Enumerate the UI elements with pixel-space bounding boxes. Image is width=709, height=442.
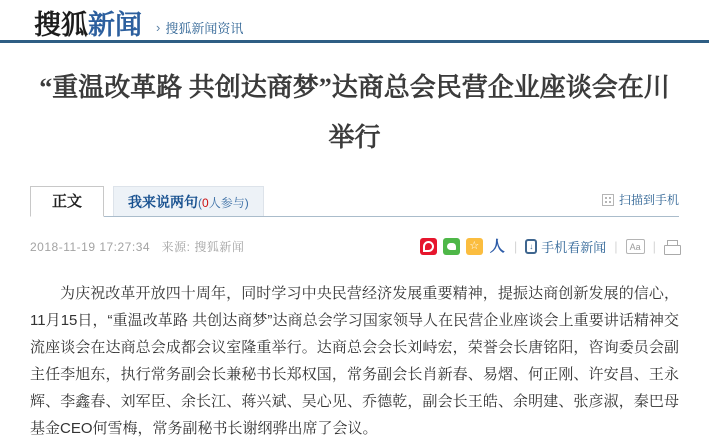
printer-icon[interactable] [664, 240, 679, 254]
comment-count: 0 [202, 196, 209, 210]
toolbar-divider: | [513, 239, 518, 254]
logo-text-secondary: 新闻 [88, 10, 142, 40]
site-header [0, 0, 709, 40]
source-name[interactable]: 搜狐新闻 [194, 240, 245, 254]
page-title: “重温改革路 共创达商梦”达商总会民营企业座谈会在川举行 [39, 73, 670, 152]
comment-count-close: 人参与) [208, 196, 249, 210]
scan-to-phone-button[interactable] [602, 191, 679, 208]
source-label: 来源: [161, 240, 191, 254]
scan-to-phone-label: 扫描到手机 [618, 193, 679, 207]
logo-text-primary: 搜狐 [34, 10, 88, 40]
renren-share-icon[interactable] [489, 238, 506, 255]
toolbar-divider: | [614, 239, 618, 254]
qzone-share-icon[interactable] [466, 238, 483, 255]
article-meta-info [30, 238, 244, 255]
article-body [30, 256, 679, 442]
font-size-icon[interactable]: Aa [626, 239, 645, 254]
phone-download-icon [525, 239, 537, 254]
article-meta-row [30, 217, 679, 256]
tab-bar [30, 185, 679, 217]
sohu-news-logo[interactable] [34, 10, 142, 40]
article-paragraph: 为庆祝改革开放四十周年，同时学习中央民营经济发展重要精神，提振达商创新发展的信心，11月15日，“重温改革路 共创达商梦”达商总会学习国家领导人在民营企业座谈会上重要讲话精神交流座谈会在达商总会成都会议室隆重举行。达商总会会长刘峙宏，荣誉会长唐铭阳，咨询委员会副主任李旭东，执行常务副会长兼秘书长郑权国，常务副会长肖新春、易熠、何正刚、许安昌、王永辉、李鑫春、刘军臣、余长江、蒋兴斌、吴心见、乔德乾，副会长王皓、余明建、张彦淑，秦巴母基金CEO何雪梅，常务副秘书长谢纲骅出席了会议。 [30, 285, 679, 437]
share-toolbar [420, 237, 679, 256]
breadcrumb-arrow-icon: › [156, 20, 161, 35]
title-section [0, 43, 709, 181]
breadcrumb [156, 18, 243, 37]
weibo-share-icon[interactable] [420, 238, 437, 255]
comment-tab-label: 我来说两句 [128, 194, 199, 210]
comment-count-open: ( [198, 196, 203, 210]
tab-main-text[interactable]: 正文 [30, 186, 104, 217]
publish-datetime: 2018-11-19 17:27:34 [30, 240, 151, 254]
mobile-news-button[interactable] [525, 237, 606, 256]
mobile-news-label: 手机看新闻 [541, 240, 607, 255]
qr-code-icon [602, 194, 614, 206]
wechat-share-icon[interactable] [443, 238, 460, 255]
toolbar-divider: | [652, 239, 656, 254]
tab-comments[interactable] [113, 186, 264, 216]
breadcrumb-link[interactable]: 搜狐新闻资讯 [165, 21, 244, 36]
